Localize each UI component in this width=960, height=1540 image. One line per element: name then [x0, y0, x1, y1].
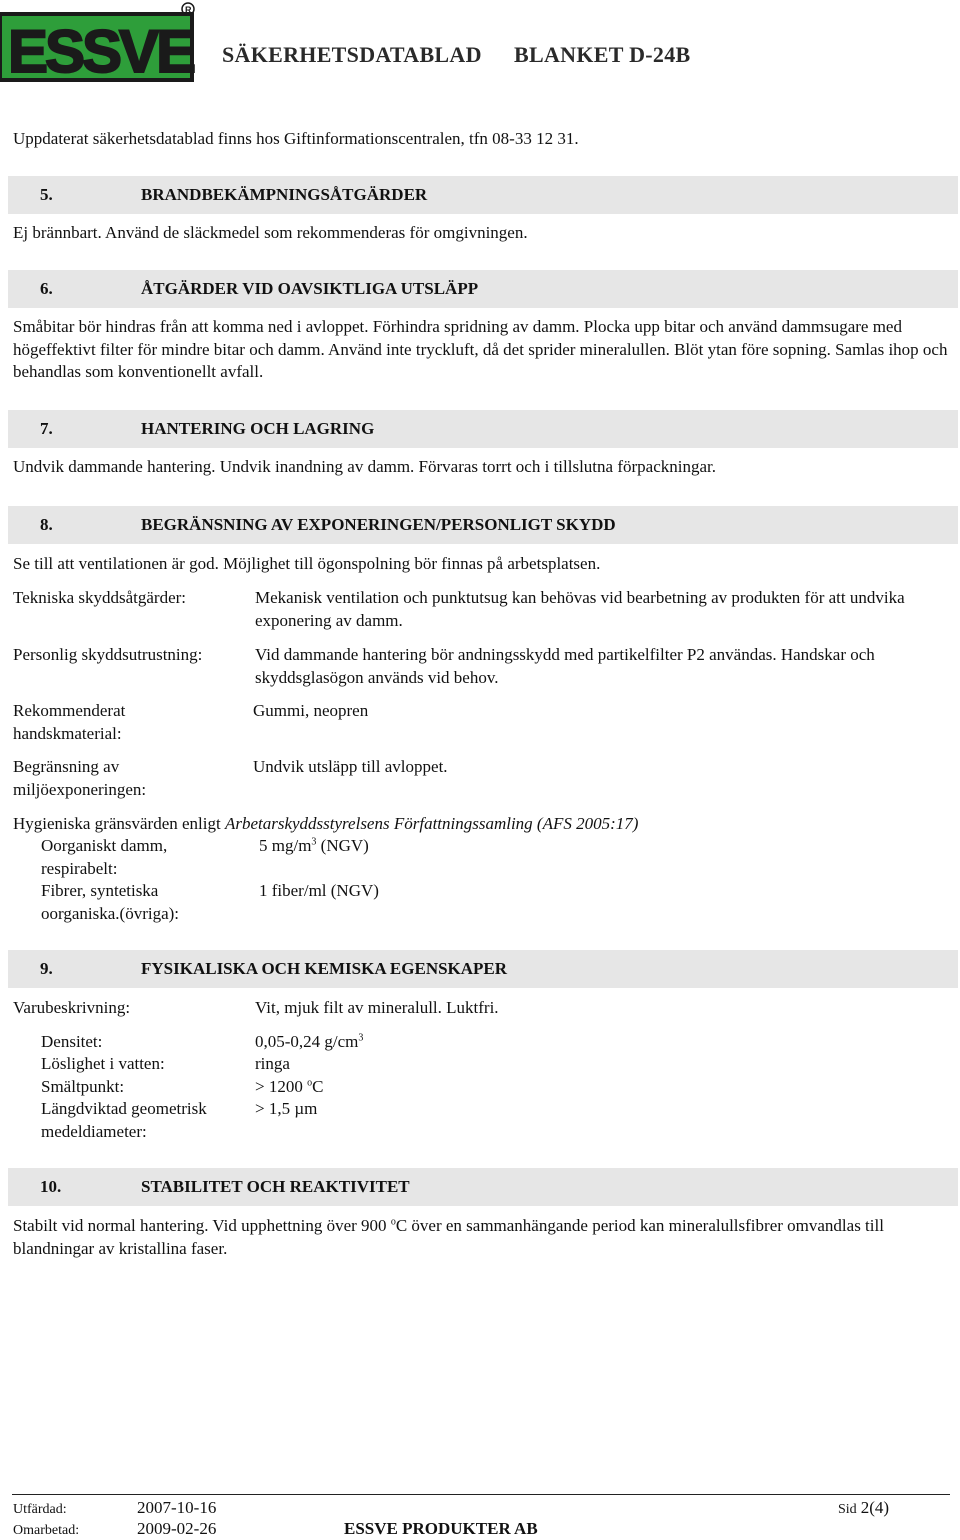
section-7-title: HANTERING OCH LAGRING — [141, 419, 375, 438]
section-8-title: BEGRÄNSNING AV EXPONERINGEN/PERSONLIGT SKYDD — [141, 515, 616, 534]
issued-date: 2007-10-16 — [137, 1498, 217, 1517]
section-7-number: 7. — [40, 419, 53, 438]
environment-exposure-label: Begränsning av miljöexponeringen: — [13, 757, 147, 799]
fibre-diameter-value: > 1,5 µm — [255, 1099, 318, 1118]
section-10-text: Stabilt vid normal hantering. Vid upphettning över 900 $^o$C över en sammanhängande period kan mineralullsfibrer omvandlas till blandningar av kristallina faser. — [13, 1216, 884, 1258]
fibre-diameter-label: Längdviktad geometrisk medeldiameter: — [41, 1099, 207, 1141]
section-6-number: 6. — [40, 279, 53, 298]
section-10-title: STABILITET OCH REAKTIVITET — [141, 1177, 410, 1196]
product-description-label: Varubeskrivning: — [13, 998, 131, 1017]
limit-dust-label: Oorganiskt damm, respirabelt: — [41, 836, 168, 878]
company-name: ESSVE PRODUKTER AB — [344, 1519, 538, 1538]
section-6-title: ÅTGÄRDER VID OAVSIKTLIGA UTSLÄPP — [141, 279, 479, 298]
density-label: Densitet: — [41, 1032, 103, 1051]
limit-fibre-label: Fibrer, syntetiska oorganiska.(övriga): — [41, 881, 180, 923]
section-5-number: 5. — [40, 185, 53, 204]
footer-rule — [12, 1494, 950, 1495]
document-title: SÄKERHETSDATABLAD — [222, 42, 482, 67]
environment-exposure-value: Undvik utsläpp till avloppet. — [253, 757, 448, 776]
glove-material-label: Rekommenderat handskmaterial: — [13, 701, 126, 743]
page-number: Sid 2(4) — [838, 1498, 890, 1517]
hygiene-prefix: Hygieniska gränsvärden enligt — [13, 814, 221, 833]
solubility-value: ringa — [255, 1054, 290, 1073]
section-9-title: FYSIKALISKA OCH KEMISKA EGENSKAPER — [141, 959, 508, 978]
personal-protection-label: Personlig skyddsutrustning: — [13, 645, 203, 664]
section-10-number: 10. — [40, 1177, 62, 1196]
revised-label: Omarbetad: — [13, 1523, 80, 1538]
svg-text:R: R — [185, 5, 192, 15]
melting-point-label: Smältpunkt: — [41, 1077, 125, 1096]
section-7-text: Undvik dammande hantering. Undvik inandning av damm. Förvaras torrt och i tillslutna förpackningar. — [13, 457, 716, 476]
section-5-text: Ej brännbart. Använd de släckmedel som rekommenderas för omgivningen. — [13, 223, 528, 242]
form-id: BLANKET D-24B — [514, 42, 691, 67]
section-9-number: 9. — [40, 959, 53, 978]
section-8-text: Se till att ventilationen är god. Möjlighet till ögonspolning bör finnas på arbetsplatsen. — [13, 554, 601, 573]
limit-dust-value: 5 $mg/m^3$ (NGV) — [259, 836, 369, 855]
product-description-value: Vit, mjuk filt av mineralull. Luktfri. — [255, 998, 499, 1017]
section-6-text: Småbitar bör hindras från att komma ned i avloppet. Förhindra spridning av damm. Plocka upp bitar och använd dammsugare med högeffektivt filter för mindre bitar och damm. Använd inte tryckluft, då det sprider mineralullen. Blöt ytan före sopning. Samlas ihop och behandlas som konventionellt avfall. — [13, 317, 948, 381]
section-8-number: 8. — [40, 515, 53, 534]
density-value: 0,05-0,24 $g/cm^3$ — [255, 1032, 364, 1051]
hygiene-source: Arbetarskyddsstyrelsens Författningssamling (AFS 2005:17) — [224, 814, 639, 833]
issued-label: Utfärdad: — [13, 1502, 67, 1517]
personal-protection-value: Vid dammande hantering bör andningsskydd med partikelfilter P2 användas. Handskar och skyddsglasögon används vid behov. — [255, 645, 875, 687]
technical-protection-value: Mekanisk ventilation och punktutsug kan behövas vid bearbetning av produkten för att undvika exponering av damm. — [255, 588, 905, 630]
intro-text: Uppdaterat säkerhetsdatablad finns hos Giftinformationscentralen, tfn 08-33 12 31. — [13, 129, 579, 148]
melting-point-value: > 1200 $^o$C — [255, 1077, 324, 1096]
logo-graphic — [0, 0, 200, 82]
limit-fibre-value: 1 fiber/ml (NGV) — [259, 881, 379, 900]
technical-protection-label: Tekniska skyddsåtgärder: — [13, 588, 187, 607]
revised-date: 2009-02-26 — [137, 1519, 217, 1538]
essve-logo — [0, 0, 200, 82]
glove-material-value: Gummi, neopren — [253, 701, 369, 720]
solubility-label: Löslighet i vatten: — [41, 1054, 165, 1073]
section-5-title: BRANDBEKÄMPNINGSÅTGÄRDER — [141, 185, 428, 204]
hygiene-limits-line — [13, 813, 638, 836]
logo-text: ESSVE — [8, 18, 194, 82]
